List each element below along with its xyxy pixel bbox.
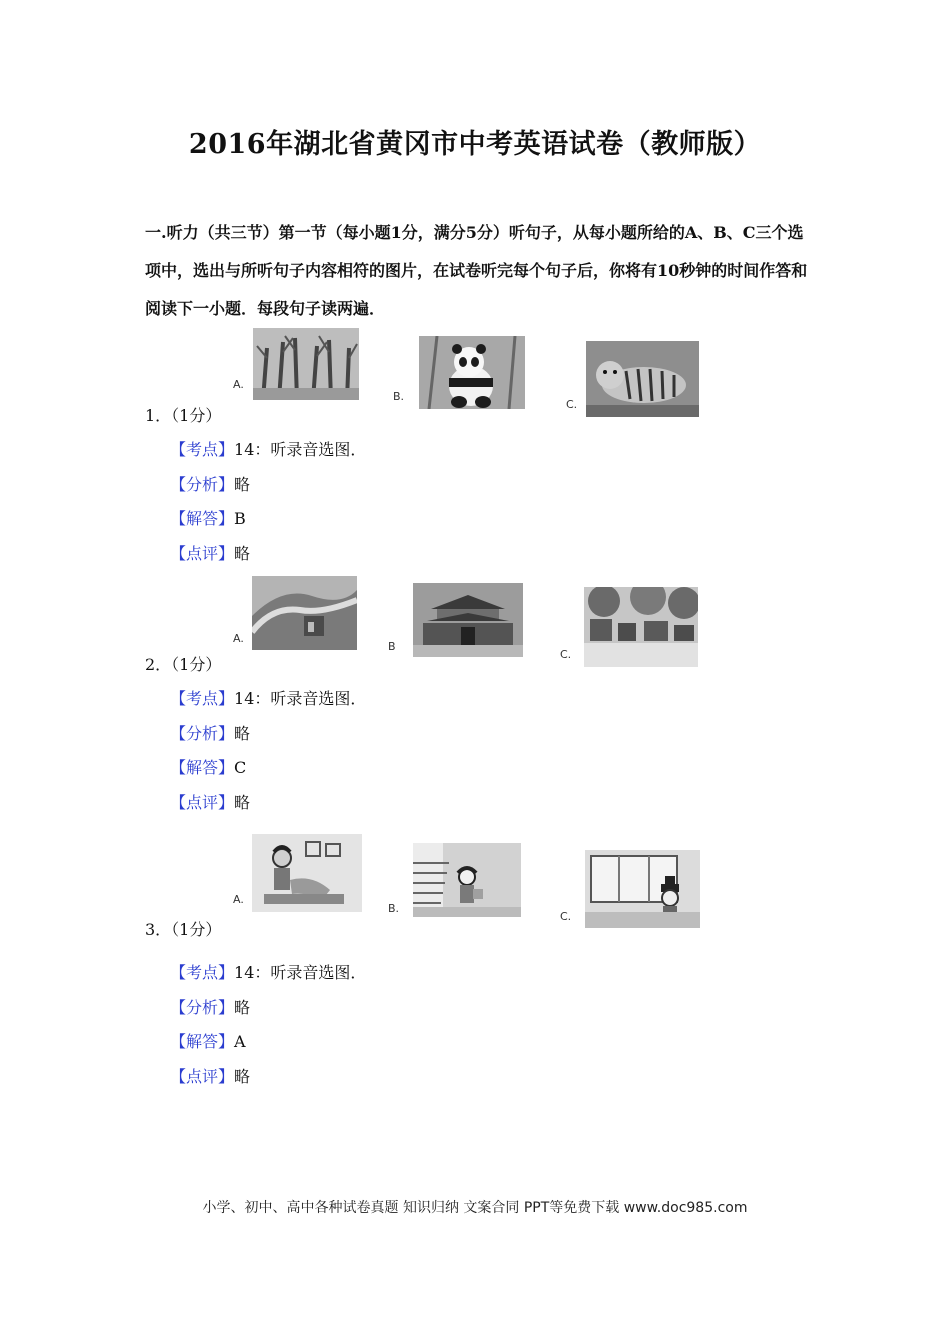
dianping-label: 点评 [186,544,219,563]
bracket-right: 】 [218,689,235,708]
option-label: C. [560,910,572,923]
bracket-left: 【 [170,440,187,459]
question-number: 3．（1分） [145,920,222,939]
section-instructions: 一.听力（共三节）第一节（每小题1分，满分5分）听句子，从每小题所给的A、B、C三个选项中，选出与所听句子内容相符的图片，在试卷听完每个句子后，你将有10秒钟的时间作答和阅读下一小题．每段句子读两遍． [145,223,808,318]
tiger-picture [586,341,699,417]
bracket-right: 】 [218,440,235,459]
kaodian-value: 14：听录音选图． [234,963,367,982]
question-number: 2．（1分） [145,655,222,674]
cartoon-girl-room-picture [252,834,362,912]
bracket-left: 【 [170,758,187,777]
kaodian-label: 考点 [186,963,219,982]
dianping-label: 点评 [186,1067,219,1086]
bracket-left: 【 [170,509,187,528]
fenxi-label: 分析 [186,724,219,743]
kaodian-value: 14：听录音选图． [234,689,367,708]
bracket-right: 】 [218,509,235,528]
kaodian-row [170,437,366,460]
option-label: A. [233,632,244,645]
bracket-left: 【 [170,1067,187,1086]
option-label: B. [388,902,400,915]
bracket-left: 【 [170,793,187,812]
dianping-value: 略 [234,1067,251,1086]
jieda-label: 解答 [186,509,219,528]
kaodian-value: 14：听录音选图． [234,440,367,459]
question-number: 1．（1分） [145,406,222,425]
bracket-right: 】 [218,1067,235,1086]
dianping-row [170,790,250,813]
great-wall-picture [252,576,357,650]
bracket-left: 【 [170,689,187,708]
fenxi-value: 略 [234,475,251,494]
fenxi-label: 分析 [186,475,219,494]
fenxi-row [170,472,250,495]
bracket-right: 】 [218,758,235,777]
kaodian-row [170,960,366,983]
bracket-right: 】 [218,998,235,1017]
panda-picture [419,336,525,409]
dianping-row [170,1064,250,1087]
option-label: C. [566,398,578,411]
page-footer: 小学、初中、高中各种试卷真题 知识归纳 文案合同 PPT等免费下载 www.doc985.com [202,1200,748,1216]
jieda-row [170,506,246,529]
dianping-value: 略 [234,793,251,812]
bracket-left: 【 [170,475,187,494]
fenxi-value: 略 [234,724,251,743]
option-label: B. [393,390,405,403]
kaodian-label: 考点 [186,440,219,459]
bracket-right: 】 [218,724,235,743]
trees-picture [253,328,359,400]
kaodian-label: 考点 [186,689,219,708]
option-label: C. [560,648,572,661]
bracket-left: 【 [170,998,187,1017]
option-label: A. [233,893,244,906]
fenxi-value: 略 [234,998,251,1017]
dianping-label: 点评 [186,793,219,812]
jieda-row [170,1029,246,1052]
bracket-right: 】 [218,544,235,563]
document-title: 2016年湖北省黄冈市中考英语试卷（教师版） [188,129,762,160]
dianping-row [170,541,250,564]
jieda-value: A [234,1032,246,1051]
street-picture [584,587,698,667]
option-label: A. [233,378,244,391]
bracket-left: 【 [170,963,187,982]
jieda-value: B [234,509,246,528]
fenxi-label: 分析 [186,998,219,1017]
dianping-value: 略 [234,544,251,563]
fenxi-row [170,995,250,1018]
bracket-right: 】 [218,475,235,494]
jieda-label: 解答 [186,758,219,777]
jieda-value: C [234,758,247,777]
bracket-right: 】 [218,963,235,982]
option-label: B [388,640,396,653]
bracket-left: 【 [170,1032,187,1051]
jieda-row [170,755,246,778]
bracket-right: 】 [218,1032,235,1051]
fenxi-row [170,721,250,744]
jieda-label: 解答 [186,1032,219,1051]
bracket-right: 】 [218,793,235,812]
cartoon-boy-window-picture [585,850,700,928]
tiananmen-picture [413,583,523,657]
cartoon-stairs-picture [413,843,521,917]
kaodian-row [170,686,366,709]
bracket-left: 【 [170,724,187,743]
bracket-left: 【 [170,544,187,563]
